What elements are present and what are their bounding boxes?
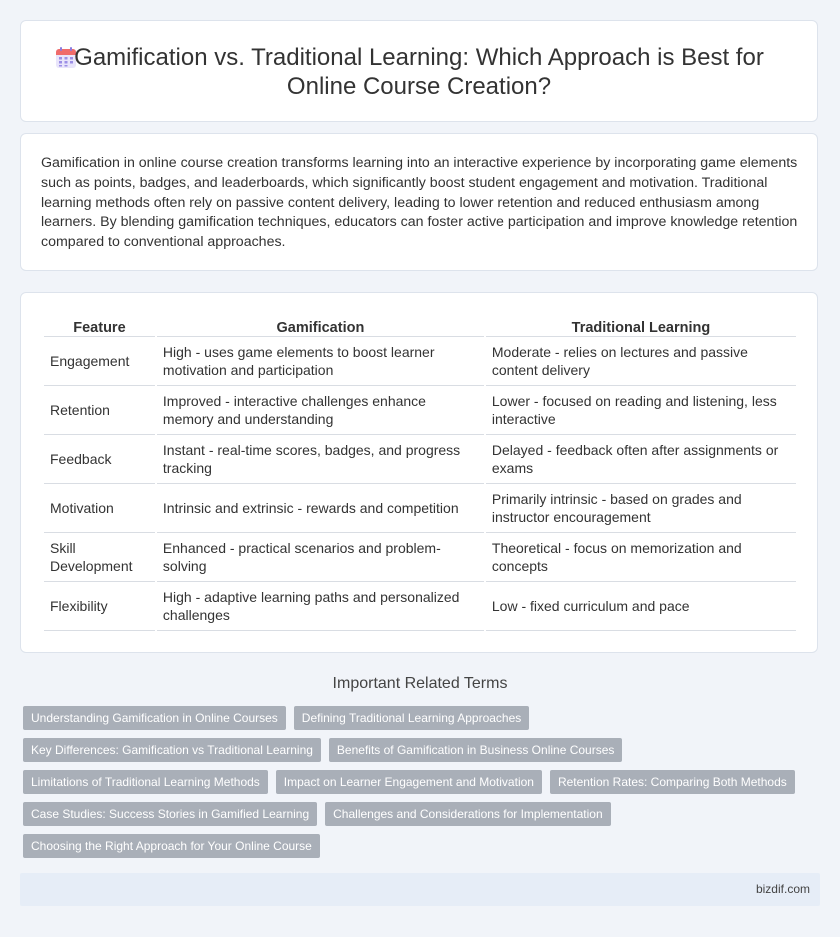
traditional-cell: Moderate - relies on lectures and passive content delivery: [486, 337, 796, 386]
related-term-tag[interactable]: Defining Traditional Learning Approaches: [294, 706, 529, 730]
related-term-tag[interactable]: Limitations of Traditional Learning Methods: [23, 770, 268, 794]
gamification-cell: Intrinsic and extrinsic - rewards and competition: [157, 484, 484, 533]
table-header-row: [44, 316, 796, 337]
related-term-tag[interactable]: Understanding Gamification in Online Courses: [23, 706, 286, 730]
related-terms-list: [23, 706, 813, 866]
intro-paragraph: Gamification in online course creation transforms learning into an interactive experience by incorporating game elements such as points, badges, and leaderboards, which significantly boost student engagement and motivation. Traditional learning methods often rely on passive content delivery, leading to lower retention and reduced enthusiasm among learners. By blending gamification techniques, educators can foster active participation and improve knowledge retention compared to conventional approaches.: [41, 155, 798, 251]
related-terms-heading: Important Related Terms: [332, 675, 508, 692]
table-row: [44, 484, 796, 533]
related-term-tag[interactable]: Challenges and Considerations for Implementation: [325, 802, 611, 826]
gamification-cell: Improved - interactive challenges enhance memory and understanding: [157, 386, 484, 435]
related-term-tag[interactable]: Benefits of Gamification in Business Online Courses: [329, 738, 622, 762]
title-card: [20, 20, 818, 122]
comparison-table: [42, 316, 798, 631]
gamification-cell: High - adaptive learning paths and personalized challenges: [157, 582, 484, 631]
feature-cell: Motivation: [44, 484, 155, 533]
intro-card: [20, 133, 818, 271]
header-traditional: Traditional Learning: [486, 316, 796, 337]
related-term-tag[interactable]: Case Studies: Success Stories in Gamified Learning: [23, 802, 317, 826]
traditional-cell: Lower - focused on reading and listening, less interactive: [486, 386, 796, 435]
related-term-tag[interactable]: Choosing the Right Approach for Your Online Course: [23, 834, 320, 858]
table-row: [44, 533, 796, 582]
table-row: [44, 337, 796, 386]
traditional-cell: Primarily intrinsic - based on grades and instructor encouragement: [486, 484, 796, 533]
related-term-tag[interactable]: Retention Rates: Comparing Both Methods: [550, 770, 795, 794]
traditional-cell: Delayed - feedback often after assignments or exams: [486, 435, 796, 484]
related-term-tag[interactable]: Impact on Learner Engagement and Motivation: [276, 770, 542, 794]
gamification-cell: Instant - real-time scores, badges, and progress tracking: [157, 435, 484, 484]
footer: [20, 873, 820, 906]
header-feature: Feature: [44, 316, 155, 337]
related-term-tag[interactable]: Key Differences: Gamification vs Traditional Learning: [23, 738, 321, 762]
feature-cell: Skill Development: [44, 533, 155, 582]
feature-cell: Retention: [44, 386, 155, 435]
traditional-cell: Theoretical - focus on memorization and concepts: [486, 533, 796, 582]
comparison-card: [20, 292, 818, 653]
footer-brand-link[interactable]: bizdif.com: [755, 882, 810, 896]
feature-cell: Flexibility: [44, 582, 155, 631]
traditional-cell: Low - fixed curriculum and pace: [486, 582, 796, 631]
header-gamification: Gamification: [157, 316, 484, 337]
gamification-cell: High - uses game elements to boost learner motivation and participation: [157, 337, 484, 386]
table-row: [44, 582, 796, 631]
table-row: [44, 386, 796, 435]
gamification-cell: Enhanced - practical scenarios and problem-solving: [157, 533, 484, 582]
feature-cell: Engagement: [44, 337, 155, 386]
feature-cell: Feedback: [44, 435, 155, 484]
page-title: Gamification vs. Traditional Learning: Which Approach is Best for Online Course Creation?: [74, 44, 764, 100]
table-row: [44, 435, 796, 484]
